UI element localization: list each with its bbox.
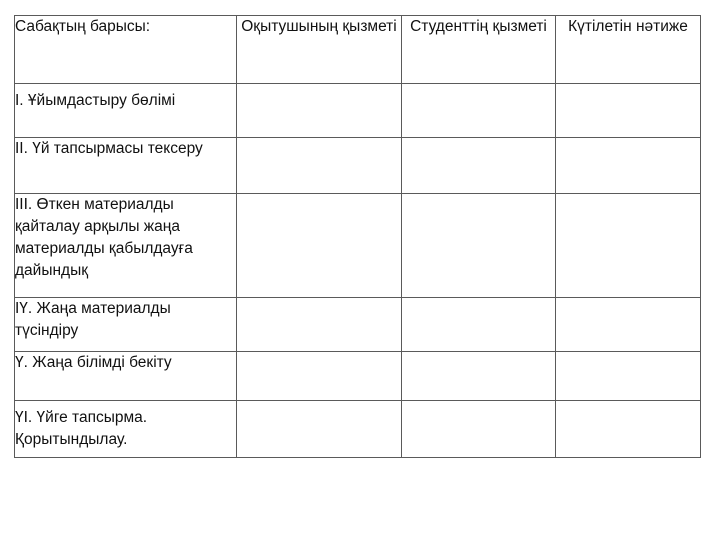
- expected-result-cell: [556, 352, 701, 401]
- student-activity-cell: [402, 352, 556, 401]
- teacher-activity-cell: [237, 138, 402, 194]
- header-expected-result: Күтілетін нәтиже: [556, 16, 701, 84]
- stage-cell: ІҮ. Жаңа материалды түсіндіру: [15, 298, 237, 352]
- table-header-row: [15, 16, 701, 84]
- expected-result-cell: [556, 84, 701, 138]
- teacher-activity-cell: [237, 194, 402, 298]
- stage-cell: І. Ұйымдастыру бөлімі: [15, 84, 237, 138]
- header-teacher-activity: Оқытушының қызметі: [237, 16, 402, 84]
- student-activity-cell: [402, 401, 556, 458]
- table-row: [15, 401, 701, 458]
- student-activity-cell: [402, 138, 556, 194]
- table-row: [15, 298, 701, 352]
- expected-result-cell: [556, 298, 701, 352]
- lesson-plan-table: [14, 15, 701, 458]
- stage-cell: ҮІ. Үйге тапсырма. Қорытындылау.: [15, 401, 237, 458]
- table-row: [15, 138, 701, 194]
- expected-result-cell: [556, 401, 701, 458]
- student-activity-cell: [402, 298, 556, 352]
- expected-result-cell: [556, 138, 701, 194]
- student-activity-cell: [402, 84, 556, 138]
- stage-cell: ІІІ. Өткен материалды қайталау арқылы жаңа материалды қабылдауға дайындық: [15, 194, 237, 298]
- table-row: [15, 194, 701, 298]
- expected-result-cell: [556, 194, 701, 298]
- stage-cell: Ү. Жаңа білімді бекіту: [15, 352, 237, 401]
- teacher-activity-cell: [237, 401, 402, 458]
- stage-cell: ІІ. Үй тапсырмасы тексеру: [15, 138, 237, 194]
- table-row: [15, 84, 701, 138]
- teacher-activity-cell: [237, 298, 402, 352]
- teacher-activity-cell: [237, 352, 402, 401]
- header-student-activity: Студенттің қызметі: [402, 16, 556, 84]
- teacher-activity-cell: [237, 84, 402, 138]
- header-lesson-stages: Сабақтың барысы:: [15, 16, 237, 84]
- table-row: [15, 352, 701, 401]
- student-activity-cell: [402, 194, 556, 298]
